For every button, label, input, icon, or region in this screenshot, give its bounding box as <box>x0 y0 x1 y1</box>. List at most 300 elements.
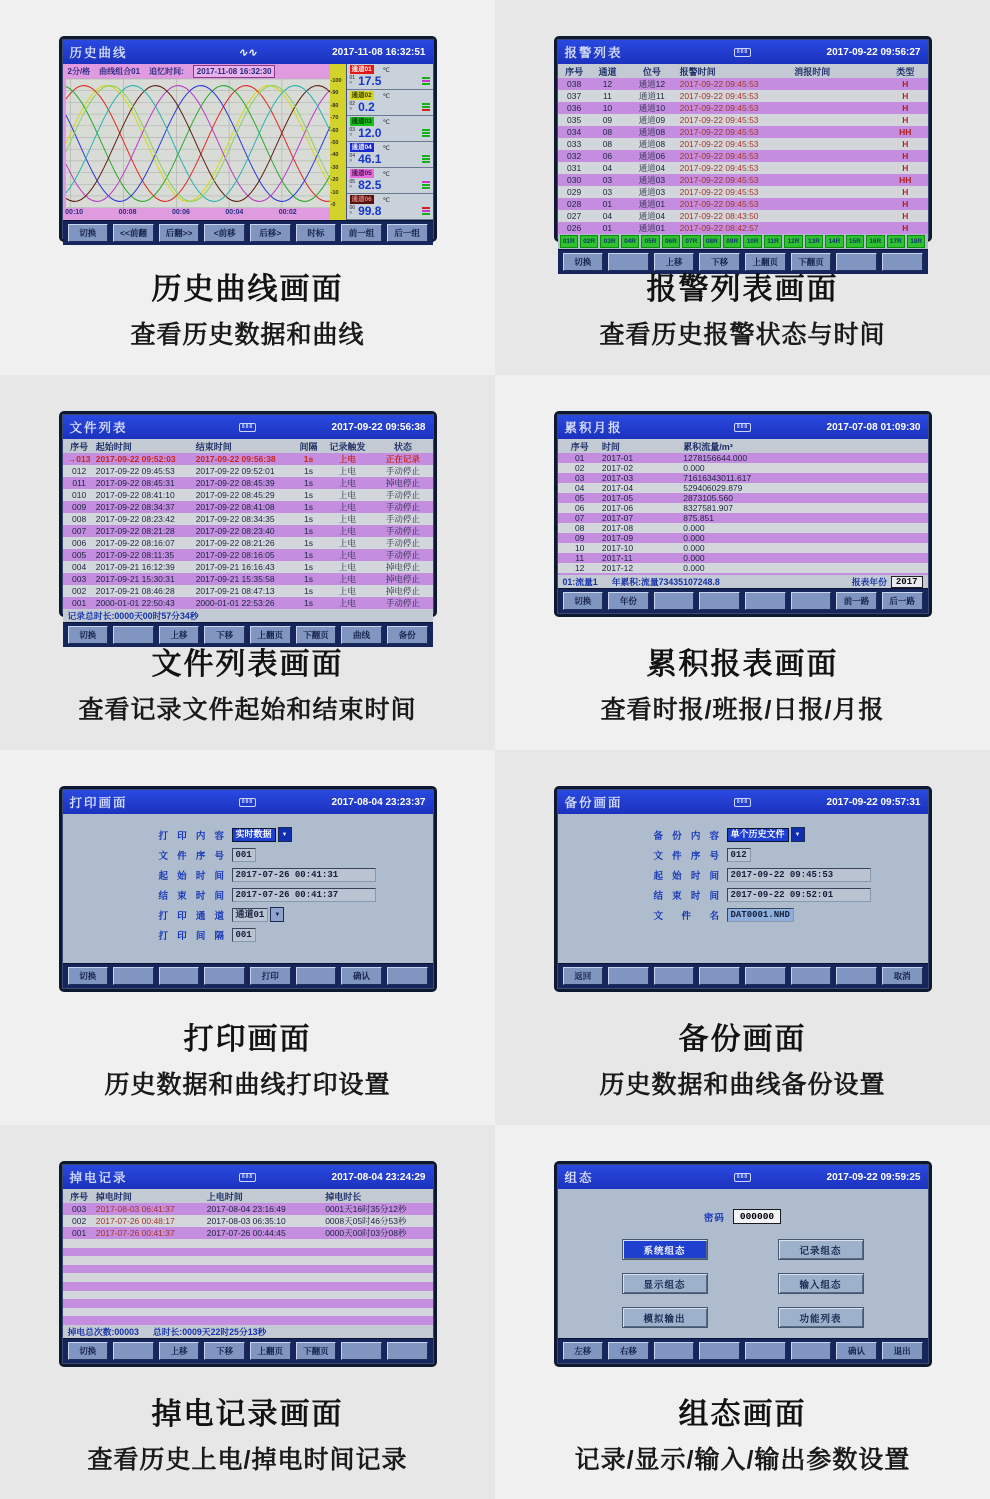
table-cell: 2017-09-22 08:11:35 <box>95 550 175 560</box>
table-row[interactable] <box>63 537 433 549</box>
softkey-empty-slot <box>882 253 923 271</box>
table-row[interactable] <box>558 533 928 543</box>
table-cell: 2017-09-22 08:23:42 <box>95 514 175 524</box>
table-cell: 2017-09-22 09:45:53 <box>679 115 759 125</box>
softkey-button[interactable]: 右移 <box>608 1342 649 1360</box>
softkey-bar <box>63 1338 433 1363</box>
table-cell: 1s <box>304 526 314 536</box>
channel-card[interactable] <box>347 142 433 168</box>
table-row[interactable] <box>558 186 928 198</box>
relay-tag[interactable]: 03R <box>600 235 618 248</box>
table-cell: 875.851 <box>683 513 715 523</box>
usb-icon: 888 <box>734 1173 751 1182</box>
caption-title: 文件列表画面 <box>151 648 344 681</box>
softkey-bar <box>63 963 433 988</box>
caption-subtitle: 查看历史报警状态与时间 <box>599 321 886 349</box>
column-header: 位号 <box>642 66 661 77</box>
table-row[interactable] <box>63 453 433 465</box>
softkey-button[interactable]: 上移 <box>159 626 200 644</box>
relay-tag[interactable]: 04R <box>621 235 639 248</box>
softkey-button[interactable]: 下移 <box>204 626 245 644</box>
field-value[interactable]: 001 <box>232 928 256 942</box>
table-cell: 02 <box>574 463 585 473</box>
table-row[interactable] <box>558 563 928 573</box>
table-cell: 03 <box>574 473 585 483</box>
table-row[interactable] <box>558 483 928 493</box>
datetime: 2017-07-08 01:09:30 <box>826 421 921 433</box>
softkey-button[interactable]: 备份 <box>387 626 428 644</box>
table-cell: 通道06 <box>638 151 666 161</box>
table-cell: 2017-09-21 16:16:43 <box>195 562 275 572</box>
table-row[interactable] <box>558 150 928 162</box>
time-axis <box>63 208 330 220</box>
softkey-button[interactable]: 后一组 <box>387 224 428 242</box>
table-cell: 通道01 <box>638 223 666 233</box>
softkey-empty-slot <box>296 967 337 985</box>
table-row[interactable] <box>558 543 928 553</box>
column-header: 上电时间 <box>206 1191 243 1202</box>
softkey-button[interactable]: 切换 <box>563 253 604 271</box>
table-cell: 08 <box>574 523 585 533</box>
table-row[interactable] <box>63 489 433 501</box>
table-cell: 0.000 <box>683 533 705 543</box>
table-cell: 0000天00时03分08秒 <box>325 1228 407 1238</box>
table-cell: 05 <box>574 493 585 503</box>
relay-tag[interactable]: 06R <box>662 235 680 248</box>
table-rows <box>63 453 433 609</box>
field-label: 打印内容 <box>158 830 225 842</box>
table-cell: →013 <box>67 454 91 464</box>
table-cell: 028 <box>567 199 582 209</box>
table-row[interactable] <box>63 1256 433 1265</box>
softkey-button[interactable]: 上移 <box>159 1342 200 1360</box>
table-cell: 2017-09-22 08:16:07 <box>95 538 175 548</box>
table-cell: 手动停止 <box>385 502 420 512</box>
screen-poweroff-record <box>62 1164 434 1364</box>
caption-title: 掉电记录画面 <box>151 1398 344 1431</box>
table-cell: 007 <box>72 526 87 536</box>
softkey-button[interactable]: <前移 <box>204 224 245 242</box>
channel-card-top <box>350 65 430 74</box>
channel-card-top <box>350 195 430 204</box>
table-cell: 上电 <box>338 526 356 536</box>
table-row[interactable] <box>63 477 433 489</box>
field-value[interactable]: 2017-07-26 00:41:37 <box>232 888 376 902</box>
channel-unit: ℃ <box>382 170 391 178</box>
softkey-button[interactable]: 确认 <box>341 967 382 985</box>
table-cell: 2017-04 <box>601 483 634 493</box>
print-form <box>63 814 433 963</box>
relay-tag[interactable]: 17R <box>887 235 905 248</box>
softkey-button[interactable]: 确认 <box>836 1342 877 1360</box>
channel-card-bottom <box>350 152 430 166</box>
scale-tick-label: -40 <box>330 152 339 159</box>
device-alarm-list <box>554 36 932 267</box>
softkey-empty-slot <box>608 253 649 271</box>
table-row[interactable] <box>63 465 433 477</box>
table-cell: 2017-09-22 09:45:53 <box>95 466 175 476</box>
table-row[interactable] <box>63 1299 433 1308</box>
relay-tag[interactable]: 10R <box>743 235 761 248</box>
table-header-row <box>63 1189 433 1203</box>
softkey-button[interactable]: 切换 <box>68 626 109 644</box>
screen-title: 打印画面 <box>69 796 128 810</box>
softkey-button[interactable]: 后翻>> <box>159 224 200 242</box>
flag-icon: ▿ <box>349 106 353 112</box>
time-tick-label: 00:02 <box>278 209 297 216</box>
table-cell: H <box>902 211 909 221</box>
channel-card-top <box>350 91 430 100</box>
softkey-empty-slot <box>654 592 695 610</box>
softkey-button[interactable]: 上翻页 <box>250 626 291 644</box>
relay-tag[interactable]: 02R <box>580 235 598 248</box>
table-header-row <box>558 64 928 78</box>
menu-button[interactable]: 显示组态 <box>622 1273 708 1294</box>
table-row[interactable] <box>63 1316 433 1325</box>
softkey-button[interactable]: 打印 <box>250 967 291 985</box>
chevron-down-icon[interactable]: ▼ <box>278 827 292 842</box>
softkey-button[interactable]: 返回 <box>563 967 604 985</box>
softkey-empty-slot <box>113 967 154 985</box>
table-cell: 034 <box>567 127 582 137</box>
channel-card[interactable] <box>347 194 433 220</box>
poweroff-total-duration: 总时长:0009天22时25分13秒 <box>152 1327 267 1337</box>
table-cell: 2017-09-22 09:52:01 <box>195 466 275 476</box>
device-config <box>554 1161 932 1367</box>
table-row[interactable] <box>63 1239 433 1248</box>
channel-label: 01:流量1 <box>562 577 598 587</box>
password-row <box>558 1209 928 1224</box>
table-row[interactable] <box>63 597 433 609</box>
softkey-empty-slot <box>791 592 832 610</box>
section-file-list <box>0 375 495 750</box>
report-year-value[interactable]: 2017 <box>891 576 923 588</box>
table-row[interactable] <box>558 198 928 210</box>
datetime: 2017-09-22 09:56:27 <box>826 46 921 58</box>
table-cell: 03 <box>602 175 613 185</box>
flag-icon: ▿ <box>349 210 353 216</box>
relay-tag[interactable]: 18R <box>907 235 925 248</box>
table-cell: 通道08 <box>638 139 666 149</box>
signal-bars-icon <box>422 155 430 163</box>
channel-tag-chip: 通道06 <box>351 196 372 203</box>
field-value[interactable]: 2017-07-26 00:41:31 <box>232 868 376 882</box>
signal-bars-icon <box>422 181 430 189</box>
table-cell: 通道03 <box>638 175 666 185</box>
softkey-empty-slot <box>699 592 740 610</box>
relay-tag[interactable]: 09R <box>723 235 741 248</box>
scale-tick-label: -30 <box>330 164 339 171</box>
column-header: 间隔 <box>299 441 318 452</box>
table-cell: 上电 <box>338 538 356 548</box>
dropdown-value[interactable]: 单个历史文件 <box>727 828 789 842</box>
relay-tag[interactable]: 14R <box>825 235 843 248</box>
channel-card-bottom <box>350 74 430 88</box>
table-row[interactable] <box>63 585 433 597</box>
table-row[interactable] <box>558 78 928 90</box>
field-value[interactable]: 001 <box>232 848 256 862</box>
softkey-empty-slot <box>341 1342 382 1360</box>
table-cell: 通道10 <box>638 103 666 113</box>
table-row[interactable] <box>558 222 928 234</box>
table-cell: 上电 <box>338 454 356 464</box>
softkey-button[interactable]: 上移 <box>654 253 695 271</box>
softkey-button[interactable]: 曲线 <box>341 626 382 644</box>
field-label: 文 件 名 <box>653 910 720 922</box>
table-row[interactable] <box>558 174 928 186</box>
usb-icon: 888 <box>239 423 256 432</box>
section-config <box>495 1125 990 1499</box>
softkey-button[interactable]: 上翻页 <box>250 1342 291 1360</box>
form-row <box>159 867 433 882</box>
table-footer <box>63 609 433 622</box>
table-cell: 1s <box>304 574 314 584</box>
table-row[interactable] <box>63 1265 433 1274</box>
table-cell: 手动停止 <box>385 598 420 608</box>
table-row[interactable] <box>63 501 433 513</box>
table-cell: 1s <box>304 466 314 476</box>
table-row[interactable] <box>63 1308 433 1317</box>
table-cell: 2017-09-22 09:45:53 <box>679 199 759 209</box>
caption-subtitle: 历史数据和曲线打印设置 <box>104 1071 391 1099</box>
table-header-row <box>558 439 928 453</box>
channel-unit: ℃ <box>382 92 391 100</box>
table-cell: 08 <box>602 127 613 137</box>
softkey-empty-slot <box>387 1342 428 1360</box>
table-row[interactable] <box>558 523 928 533</box>
table-cell: 2017-09-22 08:41:10 <box>95 490 175 500</box>
relay-tag[interactable]: 13R <box>805 235 823 248</box>
softkey-button[interactable]: 左移 <box>563 1342 604 1360</box>
softkey-button[interactable]: 退出 <box>882 1342 923 1360</box>
softkey-button[interactable]: 时标 <box>296 224 337 242</box>
table-row[interactable] <box>63 513 433 525</box>
table-cell: 71616343011.617 <box>683 473 752 483</box>
column-header: 掉电时长 <box>325 1191 362 1202</box>
table-row[interactable] <box>558 126 928 138</box>
table-cell: 通道08 <box>638 127 666 137</box>
titlebar <box>558 40 928 64</box>
channel-card[interactable] <box>347 168 433 194</box>
softkey-button[interactable]: 下翻页 <box>791 253 832 271</box>
table-row[interactable] <box>558 553 928 563</box>
password-input[interactable]: 000000 <box>733 1209 781 1224</box>
softkey-button[interactable]: 取消 <box>882 967 923 985</box>
table-cell: 11 <box>575 553 585 563</box>
table-cell: H <box>902 223 909 233</box>
channel-tag-chip: 通道04 <box>351 144 372 151</box>
softkey-button[interactable]: 下翻页 <box>296 1342 337 1360</box>
softkey-button[interactable]: 下移 <box>699 253 740 271</box>
channel-card-top <box>350 117 430 126</box>
table-cell: 1s <box>304 598 314 608</box>
flag-icon: ▿ <box>349 80 353 86</box>
table-row[interactable] <box>63 525 433 537</box>
field-value[interactable]: 2017-09-22 09:45:53 <box>727 868 871 882</box>
chevron-down-icon[interactable]: ▼ <box>791 827 805 842</box>
table-row[interactable] <box>558 453 928 463</box>
table-cell: 2017-10 <box>601 543 634 553</box>
field-label: 打印间隔 <box>158 930 225 942</box>
table-row[interactable] <box>63 1273 433 1282</box>
table-cell: H <box>902 91 909 101</box>
softkey-button[interactable]: 后移> <box>250 224 291 242</box>
table-row[interactable] <box>558 210 928 222</box>
menu-button[interactable]: 模拟输出 <box>622 1307 708 1328</box>
channel-card[interactable] <box>347 64 433 90</box>
table-row[interactable] <box>558 463 928 473</box>
softkey-button[interactable]: 后一路 <box>882 592 923 610</box>
relay-tag[interactable]: 11R <box>764 235 782 248</box>
recall-time-label: 追忆时间: <box>149 67 184 76</box>
column-header: 序号 <box>570 441 589 452</box>
channel-card[interactable] <box>347 90 433 116</box>
caption-title: 历史曲线画面 <box>151 273 344 306</box>
table-row[interactable] <box>63 1291 433 1300</box>
softkey-button[interactable]: 年份 <box>608 592 649 610</box>
table-cell: 1s <box>304 514 314 524</box>
table-cell: 2017-09-22 09:45:53 <box>679 151 759 161</box>
softkey-button[interactable]: 上翻页 <box>745 253 786 271</box>
table-row[interactable] <box>558 513 928 523</box>
table-row[interactable] <box>63 573 433 585</box>
table-cell: 上电 <box>338 478 356 488</box>
table-cell: 上电 <box>338 490 356 500</box>
softkey-button[interactable]: 下移 <box>204 1342 245 1360</box>
table-cell: 2017-09-22 08:16:05 <box>195 550 275 560</box>
channel-card[interactable] <box>347 116 433 142</box>
config-menu <box>558 1239 928 1328</box>
chevron-down-icon[interactable]: ▼ <box>270 907 284 922</box>
relay-tag[interactable]: 15R <box>846 235 864 248</box>
table-row[interactable] <box>558 503 928 513</box>
table-row[interactable] <box>558 138 928 150</box>
table-cell: 09 <box>602 115 613 125</box>
table-cell: 2000-01-01 22:53:26 <box>195 598 275 608</box>
relay-tag[interactable]: 07R <box>682 235 700 248</box>
record-total-duration: 记录总时长:0000天00时57分34秒 <box>67 611 199 621</box>
softkey-button[interactable]: 前一路 <box>836 592 877 610</box>
table-cell: 1s <box>304 550 314 560</box>
table-cell: 2017-08 <box>601 523 634 533</box>
table-cell: 09 <box>574 533 585 543</box>
softkey-button[interactable]: 切换 <box>68 1342 109 1360</box>
softkey-button[interactable]: <<前翻 <box>113 224 154 242</box>
field-value[interactable]: 012 <box>727 848 751 862</box>
table-row[interactable] <box>558 102 928 114</box>
table-cell: 1s <box>304 490 314 500</box>
device-file-list <box>59 411 437 640</box>
table-row[interactable] <box>63 1227 433 1239</box>
table-row[interactable] <box>558 493 928 503</box>
channel-card-bottom <box>350 204 430 218</box>
softkey-empty-slot <box>113 1342 154 1360</box>
table-row[interactable] <box>63 1203 433 1215</box>
table-cell: 005 <box>72 550 87 560</box>
column-header: 类型 <box>896 66 915 77</box>
table-row[interactable] <box>63 1215 433 1227</box>
scale-tick-label: -0 <box>330 201 336 208</box>
scale-tick-label: -90 <box>330 90 339 97</box>
softkey-empty-slot <box>791 967 832 985</box>
table-cell: 2000-01-01 22:50:43 <box>95 598 175 608</box>
table-cell: 2017-09-22 09:45:53 <box>679 187 759 197</box>
field-value[interactable]: 2017-09-22 09:52:01 <box>727 888 871 902</box>
table-cell: 通道04 <box>638 163 666 173</box>
config-body <box>558 1189 928 1338</box>
field-value[interactable]: DAT0001.NHD <box>727 908 794 922</box>
softkey-button[interactable]: 下翻页 <box>296 626 337 644</box>
relay-tag[interactable]: 01R <box>560 235 578 248</box>
table-row[interactable] <box>63 1282 433 1291</box>
softkey-empty-slot <box>836 253 877 271</box>
poweroff-count: 掉电总次数:00003 <box>67 1327 139 1337</box>
table-cell: 2017-09-21 08:47:13 <box>195 586 275 596</box>
table-cell: H <box>902 151 909 161</box>
table-cell: 01 <box>574 453 585 463</box>
menu-button[interactable]: 功能列表 <box>778 1307 864 1328</box>
table-row[interactable] <box>63 549 433 561</box>
dropdown-value[interactable]: 实时数据 <box>232 828 276 842</box>
signal-bars-icon <box>422 207 430 215</box>
channel-tag-chip: 通道02 <box>351 92 372 99</box>
table-cell: 004 <box>72 562 87 572</box>
table-cell: 通道11 <box>638 91 665 101</box>
channel-number <box>350 76 356 86</box>
table-row[interactable] <box>558 473 928 483</box>
table-cell: 1278156644.000 <box>683 453 748 463</box>
dropdown-value[interactable]: 通道01 <box>232 908 269 922</box>
form-row <box>654 847 928 862</box>
screen-backup <box>557 789 929 989</box>
relay-tag[interactable]: 05R <box>641 235 659 248</box>
table-cell: 001 <box>72 598 87 608</box>
datetime: 2017-08-04 23:23:37 <box>331 796 426 808</box>
relay-tag[interactable]: 16R <box>866 235 884 248</box>
section-backup <box>495 750 990 1125</box>
softkey-empty-slot <box>699 1342 740 1360</box>
recall-time-value[interactable]: 2017-11-08 16:32:30 <box>193 65 276 78</box>
flag-icon: ▿ <box>349 184 353 190</box>
table-cell: 上电 <box>338 562 356 572</box>
menu-button[interactable]: 系统组态 <box>622 1239 708 1260</box>
table-row[interactable] <box>558 162 928 174</box>
softkey-button[interactable]: 切换 <box>68 967 109 985</box>
relay-tag[interactable]: 08R <box>703 235 721 248</box>
screen-config <box>557 1164 929 1364</box>
relay-tag[interactable]: 12R <box>784 235 802 248</box>
table-cell: 掉电停止 <box>385 586 420 596</box>
usb-icon: 888 <box>734 423 751 432</box>
menu-button[interactable]: 输入组态 <box>778 1273 864 1294</box>
softkey-button[interactable]: 切换 <box>68 224 109 242</box>
section-poweroff-record <box>0 1125 495 1499</box>
softkey-button[interactable]: 切换 <box>563 592 604 610</box>
table-cell: 2017-01 <box>601 453 634 463</box>
menu-button[interactable]: 记录组态 <box>778 1239 864 1260</box>
table-row[interactable] <box>63 1248 433 1257</box>
table-cell: 002 <box>72 586 87 596</box>
alarm-relay-tag-row <box>558 234 928 249</box>
channel-number-text: 03 <box>349 127 356 133</box>
form-row <box>159 827 433 842</box>
table-cell: 通道12 <box>638 79 666 89</box>
form-row <box>159 887 433 902</box>
table-row[interactable] <box>558 90 928 102</box>
table-row[interactable] <box>558 114 928 126</box>
softkey-button[interactable]: 前一组 <box>341 224 382 242</box>
table-row[interactable] <box>63 561 433 573</box>
